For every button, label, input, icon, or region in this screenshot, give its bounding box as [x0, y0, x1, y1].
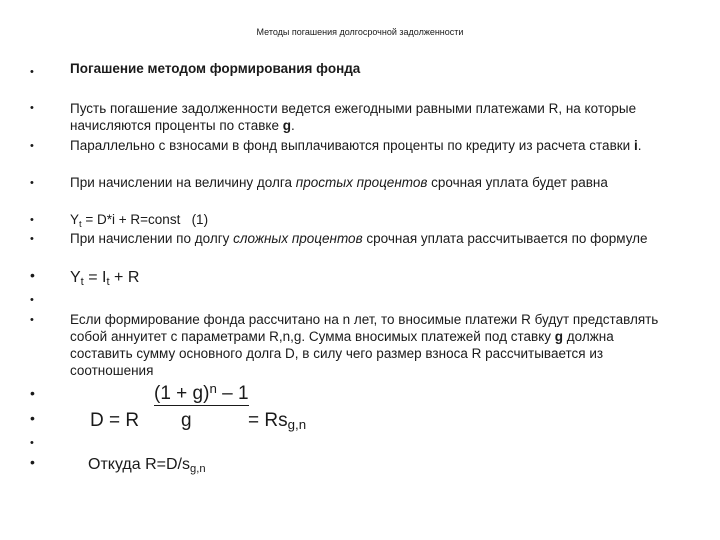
slide-title: Методы погашения долгосрочной задолженности [256, 27, 464, 37]
formula-lhs: D = R [90, 410, 140, 431]
bullet-marker: • [30, 385, 35, 401]
bullet-marker: • [30, 454, 35, 470]
bullet-marker: • [30, 314, 34, 326]
formula-simple: $Y_t = D*i$ + R=const (1) [70, 212, 209, 230]
formula-result: Откуда $R=D/s_{g,n}$ [88, 456, 206, 475]
formula-denominator: g [181, 410, 192, 431]
bullet-marker: • [30, 66, 34, 78]
formula-numerator: $(1 + g)^n - 1$ [154, 381, 249, 404]
heading-fund-method: Погашение методом формирования фонда [70, 61, 361, 76]
bullet-marker: • [30, 437, 34, 449]
formula-rhs: = $Rs_{g,n}$ [248, 410, 307, 432]
bullet-marker: • [30, 233, 34, 245]
paragraph-payments: Пусть погашение задолженности ведется ежегодными равными платежами R, на которые начисляются проценты по ставке g. [70, 101, 637, 133]
bullet-marker: • [30, 102, 34, 114]
paragraph-fund-annuity: Если формирование фонда рассчитано на n лет, то вносимые платежи R будут представлять собой аннуитет с параметрами R,n,g. Сумма вносимых платежей под ставку g должна составить сумму основного долга D, в силу чего размер взноса R рассчитывается из соотношения [70, 312, 659, 378]
bullet-marker: • [30, 177, 34, 189]
paragraph-compound-interest: При начислении по долгу сложных процентов срочная уплата рассчитывается по формуле [70, 231, 648, 246]
paragraph-simple-interest: При начислении на величину долга простых процентов срочная уплата будет равна [70, 175, 608, 190]
bullet-marker: • [30, 410, 35, 426]
bullet-marker: • [30, 294, 34, 306]
bullet-marker: • [30, 140, 34, 152]
paragraph-interest: Параллельно с взносами в фонд выплачиваются проценты по кредиту из расчета ставки i. [70, 138, 642, 153]
bullet-marker: • [30, 214, 34, 226]
formula-compound: $Y_t = I_t + R$ [70, 269, 140, 288]
bullet-marker: • [30, 267, 35, 283]
